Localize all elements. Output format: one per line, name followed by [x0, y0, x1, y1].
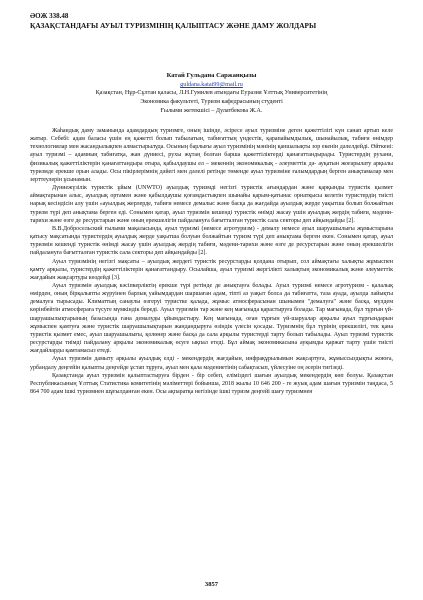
paragraph: Дүниежүзілік туристік ұйым (UNWTO) ауылдық туризмді негізгі туристік ағындардан және қарқынды туристік қызмет аймақтарынан алыс, ауылдық ортамен және қабылдаушы қоғамдастықпен шынайы қарым-қатынас орнатқысы келетін туристердің тиісті нарық кесіндісін алу үшін «ауылдық жерлерде, табиғи немесе демалыс және басқа да жағдайда ауылдық жерде уақытша болып болжайтын туризм түрі деп анықтама берген еді. Сонымен қатар, ауыл туризмін кешенді туристік өнімді жасау үшін ауылдық жердің табиғи, мәдени-тарихи және өзге де ресурстарын және оның ерекшелігін пайдалануға бағытталған туристік сала секторы деп айқындайды [2]. — [30, 185, 393, 224]
affiliation-line-2: Экономика факультеті, Туризм кафедрасының студенті — [140, 99, 283, 105]
paper-title: ҚАЗАҚСТАНДАҒЫ АУЫЛ ТУРИЗМІНІҢ ҚАЛЫПТАСУ ЖӘНЕ ДАМУ ЖОЛДАРЫ — [30, 21, 317, 30]
article-body — [30, 127, 393, 396]
supervisor-line: Ғылыми жетекшісі – Дулатбекова Ж.А. — [160, 108, 263, 114]
author-email-link[interactable]: guldana.katai99@mail.ru — [180, 81, 243, 88]
paragraph: В.В.Добросельский ғылыми мақаласында, ауыл туризмі (немесе агротуризм) - демалу немесе ауыл шаруашылығы жұмыстарына қатысу мақсатында туристердің ауылдық жерде уақытша болуын болжайтын туризм түрі деп анықтама берген екен. Сонымен қатар, ауыл туризмін кешенді туристік өнімді жасау үшін ауылдық жердің табиғи, мәдени-тарихи және өзге де ресурстарын және оның ерекшелігін пайдалануға бағытталған туристік сала секторы деп айқындайды [2]. — [30, 225, 393, 257]
affiliation-line-1: Қазақстан, Нұр-Сұлтан қаласы, Л.Н.Гумилев атындағы Еуразия Ұлттық Университетінің — [95, 90, 328, 96]
paragraph: Қазақстанда ауыл туризмін қалыптастыруға бірден - бір себеп, еліміздегі шағын ауылдық мекендердің көп болуы. Қазақстан Республикасының Ұлттық Статистика комитетінің мәліметтері бойынша, 2018 жылы 10 646 200 - ге жуық адам шағын туризмін таңдаса, 5 864 700 адам ішкі туризмнен шұғылданған екен. Осы ақпаратқа негізінде ішкі туризм деңгейі шағу туризмнен — [30, 372, 393, 395]
author-name: Катай Гульдана Саржанқызы — [166, 72, 257, 79]
paragraph: Ауыл туризмін дамыту арқылы ауылдық елді - мекендердің жағдайын, инфрақұрылымын жақсартуға, жұмыссыздықты жоюға, урбандалу деңгейін қалыпты деңгейде ұстап тұруға, ауыл мен қала мәдениетінің сабақтасып, үйлесуіне оң әсерін тигізеді. — [30, 356, 393, 371]
udk-code: ӘОЖ 338.48 — [30, 12, 69, 20]
page-number: 3857 — [204, 581, 219, 588]
paragraph: Ауыл туризмін ауылдық кәсіпкерліктің ерекше түрі ретінде де анықтауға болады. Ауыл туризмі немесе агротуризм - қалалық өмірден, оның бірқалыпты жүруінен барлық уайымдардан шаршаған адам, тіпті аз уақыт болса да табиғатта, таза ауада, ауылда лайықты демалуға тырысады. Климаттың санаулы өзгеруі туристке қалада, жұмыс атмосферасынан шынымен "демалуға" және басқа, мүлдем көрінбейтін атмосфераға түсуге мүмкіндік береді. Ауыл туризмін тар және кең мағынада қарастыруға болады. Тар мағынада, бұл тұрғын үй-шаруашылықтарының базасында ғана демалуды ұйымдастыру. Кең мағынада, оған тұрғын үй-шаруалар арқылы ауыл тұрғындарын жұмыспен қамтуға және туристік шаруашылықтарын жандандыруға өзіндік үлесін қосады. Туризмнің бұл түрінің ерекшелігі, тек қана туристік қызмет емес, ауыл шаруашылығы, қолөнер және басқа да сала арқылы туристерді тарту болып табылады. Ауыл туризмі туристік ресурстарды тиімді пайдалану арқылы экономикалық өсуге ықпал етеді. Бұл аймақ экономикасына ауқымды қаржат тарту үшін тиісті жағдайларды қамтамасыз етеді. — [30, 282, 393, 355]
paragraph: Жаһандық даму заманында адамдардың туризмге, оның ішінде, әсіресе ауыл туризміне деген қажеттілігі күн санап артып келе жатыр. Себебі: адам баласы үшін ең қажетті болып табылатын, табиғаттың үндестік, қарапайымдылық, шынайылық, табиғи өнімдер технологиялар мен жасандылықпен алмастырылуда. Осының барлығы ауыл туризмінің мәнінің қаншалықты зор екенін дәлелдейді. Өйткені: ауыл туризмі – адамның табиғатқа, жан дүниесі, рухы жұтаң болған барша қажеттіліктерді қанағаттандырады. Туристердің рухани, физикалық қажеттіліктерін қанағаттандыра отыра, қабылдаушы ел – мекеннің экономикалық - әлеуметтік дә- ауқатын жоғарылату арқылы туризмде ерекше орын алады. Осы пікірлерімнің дәйегі мен дәлелі ретінде төменде ауыл туризміне ғалымдардың берген анықтамалар мен зерттеулерін ұсынамын. — [30, 128, 393, 183]
paragraph: Ауыл туризмінің негізгі мақсаты – ауылдық жердегі туристік ресурстарды қолдана отырып, сол аймақтағы халықты жұмыспен қамту арқылы, туристердің қажеттіліктерін қанағаттандыру. Осылайша, ауыл туризмі жергілікті халықтың экономикалық және әлеуметтік жағдайын жақсартуды көздейді [3]. — [30, 258, 393, 281]
